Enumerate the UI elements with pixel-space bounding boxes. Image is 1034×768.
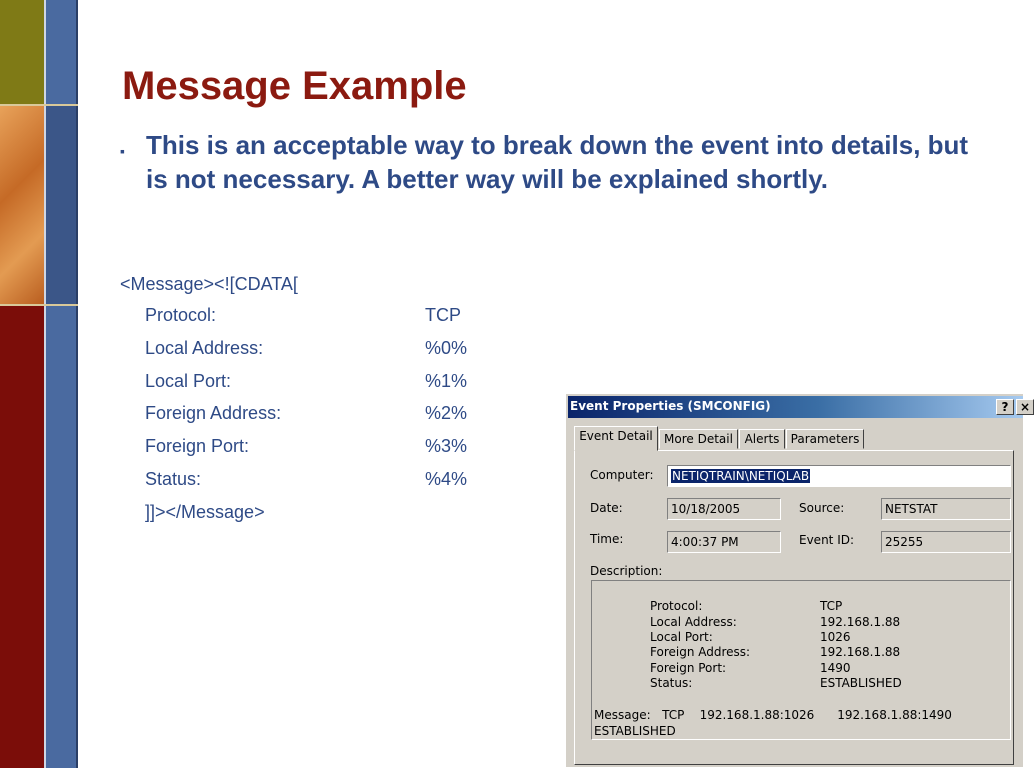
tab-more-detail[interactable]: More Detail bbox=[659, 429, 738, 449]
description-key: Status: bbox=[650, 676, 693, 690]
code-row bbox=[145, 338, 545, 362]
computer-value: NETIQTRAIN\NETIQLAB bbox=[672, 469, 810, 483]
tab-parameters[interactable]: Parameters bbox=[786, 429, 864, 449]
slide-title: Message Example bbox=[122, 64, 467, 108]
band-divider bbox=[44, 0, 46, 768]
band-blue-block-top bbox=[46, 0, 76, 106]
band-divider bbox=[76, 0, 78, 768]
band-texture-image bbox=[0, 106, 44, 306]
source-label: Source: bbox=[799, 501, 845, 515]
time-field[interactable]: 4:00:37 PM bbox=[667, 531, 781, 553]
description-key: Local Address: bbox=[650, 615, 737, 629]
code-value: %3% bbox=[425, 436, 468, 456]
code-value: TCP bbox=[425, 305, 461, 325]
description-key: Foreign Address: bbox=[650, 645, 751, 659]
code-row bbox=[145, 305, 545, 329]
event-properties-dialog bbox=[565, 393, 1031, 768]
date-field[interactable]: 10/18/2005 bbox=[667, 498, 781, 520]
code-key: Foreign Address: bbox=[145, 403, 282, 423]
help-button[interactable]: ? bbox=[996, 399, 1014, 415]
time-label: Time: bbox=[590, 532, 624, 546]
tab-alerts[interactable]: Alerts bbox=[739, 429, 785, 449]
band-blue-block-bottom bbox=[46, 306, 76, 768]
dialog-title: Event Properties (SMCONFIG) bbox=[570, 399, 771, 413]
band-divider bbox=[0, 104, 78, 106]
code-row bbox=[145, 403, 545, 427]
description-box[interactable] bbox=[591, 580, 1011, 740]
description-value: 192.168.1.88 bbox=[820, 615, 901, 629]
decorative-side-band bbox=[0, 0, 78, 768]
code-open-tag: <Message><![CDATA[ bbox=[120, 274, 298, 294]
event-id-field[interactable]: 25255 bbox=[881, 531, 1011, 553]
computer-label: Computer: bbox=[590, 468, 654, 482]
description-key: Foreign Port: bbox=[650, 661, 727, 675]
description-key: Local Port: bbox=[650, 630, 713, 644]
code-key: Local Address: bbox=[145, 338, 264, 358]
bullet-text: This is an acceptable way to break down the event into details, but is not necessary. A better way will be explained shortly. bbox=[146, 130, 969, 194]
date-label: Date: bbox=[590, 501, 623, 515]
code-value: %0% bbox=[425, 338, 468, 358]
code-value: %2% bbox=[425, 403, 468, 423]
tab-event-detail[interactable]: Event Detail bbox=[574, 426, 658, 451]
code-key: Local Port: bbox=[145, 371, 232, 391]
bullet-marker-icon: ▪ bbox=[120, 143, 125, 159]
code-key: Foreign Port: bbox=[145, 436, 250, 456]
description-label: Description: bbox=[590, 564, 663, 578]
description-value: 1026 bbox=[820, 630, 851, 644]
code-key: Status: bbox=[145, 469, 202, 489]
code-value: %1% bbox=[425, 371, 468, 391]
description-message: Message: TCP 192.168.1.88:1026 192.168.1.88:1490 ESTABLISHED bbox=[594, 708, 952, 738]
close-button[interactable]: × bbox=[1016, 399, 1034, 415]
code-row bbox=[145, 436, 545, 460]
description-key: Protocol: bbox=[650, 599, 703, 613]
bullet-point bbox=[120, 128, 980, 196]
code-value: %4% bbox=[425, 469, 468, 489]
code-row bbox=[145, 371, 545, 395]
description-value: 1490 bbox=[820, 661, 851, 675]
description-value: TCP bbox=[820, 599, 843, 613]
code-close-tag: ]]></Message> bbox=[145, 502, 265, 522]
event-id-label: Event ID: bbox=[799, 533, 855, 547]
band-olive-block bbox=[0, 0, 44, 106]
code-key: Protocol: bbox=[145, 305, 217, 325]
band-red-block bbox=[0, 306, 44, 768]
description-value: 192.168.1.88 bbox=[820, 645, 901, 659]
dialog-titlebar[interactable] bbox=[568, 396, 1031, 418]
description-value: ESTABLISHED bbox=[820, 676, 902, 690]
band-divider bbox=[0, 304, 78, 306]
computer-field[interactable] bbox=[667, 465, 1011, 487]
code-row bbox=[145, 469, 545, 493]
band-blue-block-middle bbox=[46, 106, 76, 306]
source-field[interactable]: NETSTAT bbox=[881, 498, 1011, 520]
